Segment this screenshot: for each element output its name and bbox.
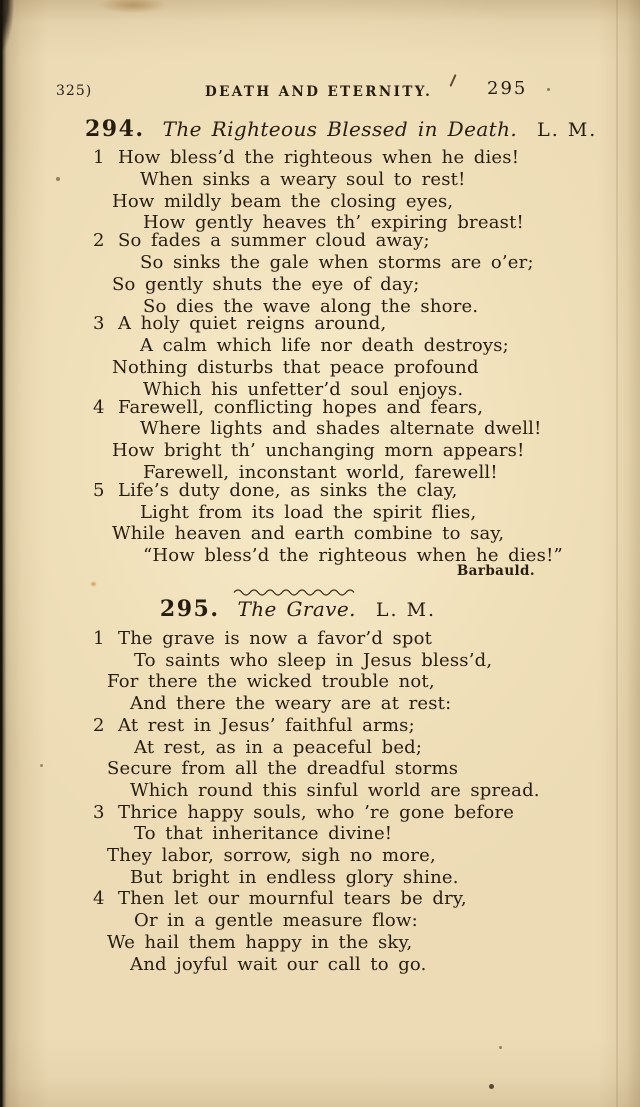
stray-pen-mark xyxy=(449,74,456,87)
stanza xyxy=(93,397,563,484)
paper-speck xyxy=(499,1046,502,1049)
paper-speck xyxy=(547,88,550,91)
verse-line: Light from its load the spirit flies, xyxy=(140,501,477,523)
verse-line: We hail them happy in the sky, xyxy=(107,931,413,953)
hymn-meter: L. M. xyxy=(537,119,598,141)
verse-line: When sinks a weary soul to rest! xyxy=(140,168,466,190)
verse-line: A holy quiet reigns around, xyxy=(118,313,387,335)
verse-line: Farewell, conflicting hopes and fears, xyxy=(118,396,484,418)
stanza-number: 4 xyxy=(93,888,105,910)
stanza-number: 3 xyxy=(93,313,105,335)
verse-line: For there the wicked trouble not, xyxy=(107,671,435,693)
hymn-number: 294. xyxy=(85,116,145,142)
author-attribution: Barbauld. xyxy=(456,563,535,579)
verse-line: Or in a gentle measure flow: xyxy=(134,910,418,932)
hymn-title-text: The Righteous Blessed in Death. xyxy=(162,117,518,141)
paper-speck xyxy=(489,1084,494,1089)
corner-shadow xyxy=(0,0,16,70)
stanza-number: 1 xyxy=(93,628,105,649)
paper-speck xyxy=(40,764,43,767)
verse-line: How bless’d the righteous when he dies! xyxy=(118,147,520,168)
stanza-number: 5 xyxy=(93,479,105,501)
paper-stain xyxy=(88,0,178,16)
verse-line: How gently heaves th’ expiring breast! xyxy=(143,212,524,234)
stanza-number: 2 xyxy=(93,230,105,252)
squiggle-divider-icon xyxy=(231,587,361,596)
verse-line: Farewell, inconstant world, farewell! xyxy=(143,461,498,483)
stanza-number: 2 xyxy=(93,714,105,736)
stanza-number: 1 xyxy=(93,147,105,168)
verse-line: To saints who sleep in Jesus bless’d, xyxy=(134,649,493,671)
hymn-title-text: The Grave. xyxy=(237,597,356,621)
signature-mark: 325) xyxy=(56,83,93,99)
verse-line: At rest in Jesus’ faithful arms; xyxy=(118,714,415,736)
verse-line: So gently shuts the eye of day; xyxy=(112,273,420,295)
hymn-295-title xyxy=(93,596,503,622)
verse-line: At rest, as in a peaceful bed; xyxy=(134,736,423,758)
verse-line: Which round this sinful world are spread. xyxy=(130,779,540,801)
verse-line: Secure from all the dreadful storms xyxy=(107,758,459,780)
hymn-295-body xyxy=(93,628,540,975)
verse-line: To that inheritance divine! xyxy=(134,823,393,845)
stanza xyxy=(93,230,563,317)
stanza xyxy=(93,313,563,400)
page-edge-shadow xyxy=(0,0,6,1107)
verse-line: While heaven and earth combine to say, xyxy=(112,523,505,545)
verse-line: Nothing disturbs that peace profound xyxy=(112,356,479,378)
verse-line: They labor, sorrow, sigh no more, xyxy=(107,845,436,867)
verse-line: Which his unfetter’d soul enjoys. xyxy=(143,378,464,400)
paper-speck xyxy=(90,581,97,587)
hymn-294-title xyxy=(85,116,597,142)
stanza xyxy=(93,802,540,889)
stanza xyxy=(93,480,563,567)
stanza xyxy=(93,888,540,975)
verse-line: How mildly beam the closing eyes, xyxy=(112,190,454,212)
verse-line: But bright in endless glory shine. xyxy=(130,866,459,888)
paper-speck xyxy=(56,177,60,181)
stanza-number: 4 xyxy=(93,396,105,418)
verse-line: And there the weary are at rest: xyxy=(130,693,452,715)
verse-line: “How bless’d the righteous when he dies!” xyxy=(143,545,563,567)
verse-line: Life’s duty done, as sinks the clay, xyxy=(118,479,458,501)
hymn-294-body xyxy=(93,147,563,567)
verse-line: So fades a summer cloud away; xyxy=(118,230,430,252)
verse-line: A calm which life nor death destroys; xyxy=(140,335,509,357)
hymn-meter: L. M. xyxy=(375,599,437,621)
verse-line: And joyful wait our call to go. xyxy=(130,953,427,975)
verse-line: So sinks the gale when storms are o’er; xyxy=(140,251,534,273)
verse-line: So dies the wave along the shore. xyxy=(143,295,479,317)
verse-line: Thrice happy souls, who ’re gone before xyxy=(118,801,515,823)
verse-line: Where lights and shades alternate dwell! xyxy=(140,418,542,440)
running-title: DEATH AND ETERNITY. xyxy=(205,84,433,100)
stanza xyxy=(93,715,540,802)
page-number: 295 xyxy=(487,78,528,99)
stanza-number: 3 xyxy=(93,801,105,823)
stanza xyxy=(93,628,540,715)
verse-line: Then let our mournful tears be dry, xyxy=(118,888,467,910)
hymn-number: 295. xyxy=(159,596,220,622)
page-crease xyxy=(616,0,618,1107)
stanza xyxy=(93,147,563,234)
verse-line: How bright th’ unchanging morn appears! xyxy=(112,440,525,462)
verse-line: The grave is now a favor’d spot xyxy=(118,628,433,649)
